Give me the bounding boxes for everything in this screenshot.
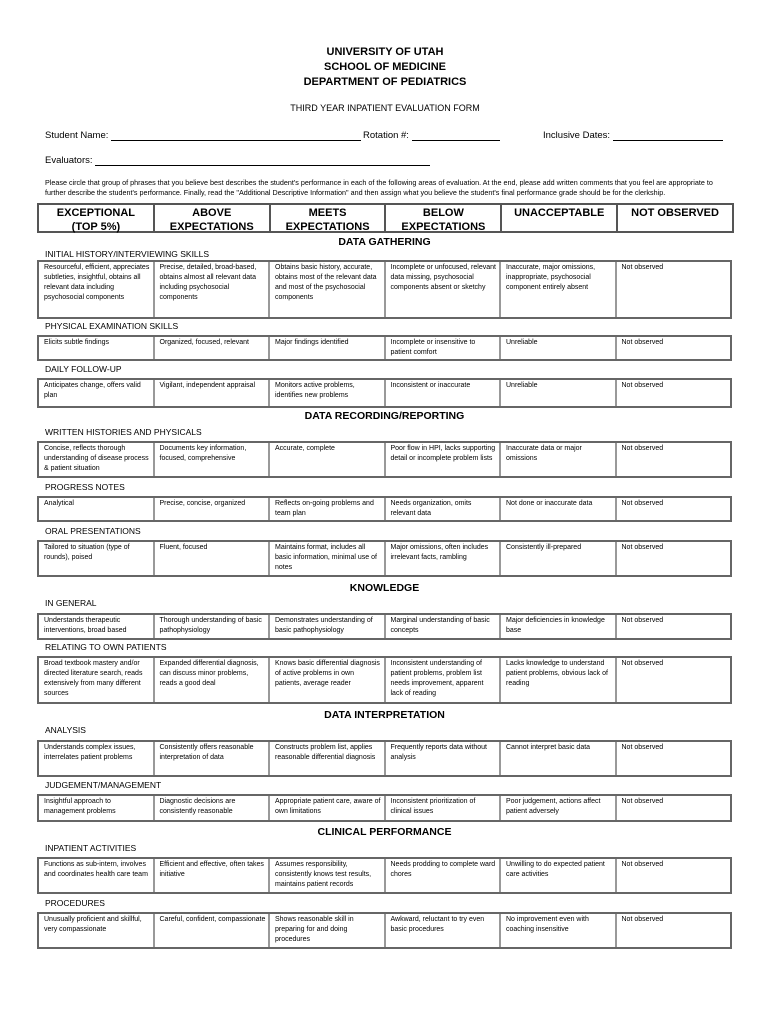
rating-cell[interactable]: Tailored to situation (type of rounds), poised: [39, 542, 155, 575]
rating-cell[interactable]: Assumes responsibility, consistently knows test results, maintains patient records: [270, 859, 386, 892]
evaluation-row: [37, 794, 732, 822]
rating-cell[interactable]: Cannot interpret basic data: [501, 742, 617, 775]
evaluation-row: [37, 540, 732, 577]
column-header: MEETS EXPECTATIONS: [269, 203, 387, 233]
rating-cell[interactable]: Consistently ill-prepared: [501, 542, 617, 575]
rating-cell[interactable]: Accurate, complete: [270, 443, 386, 476]
rating-cell[interactable]: Efficient and effective, often takes initiative: [155, 859, 271, 892]
subsection-label: DAILY FOLLOW-UP: [45, 364, 122, 374]
evaluation-row: [37, 857, 732, 894]
rating-cell[interactable]: Demonstrates understanding of basic pathophysiology: [270, 615, 386, 638]
subsection-label: INITIAL HISTORY/INTERVIEWING SKILLS: [45, 249, 210, 259]
rating-cell[interactable]: Not observed: [621, 798, 664, 805]
rating-cell[interactable]: Unreliable: [501, 337, 617, 359]
rating-column-headers: [37, 203, 732, 233]
section-title: KNOWLEDGE: [349, 582, 420, 594]
rating-cell[interactable]: Organized, focused, relevant: [155, 337, 271, 359]
rating-cell[interactable]: Inconsistent or inaccurate: [386, 380, 502, 406]
rating-cell[interactable]: Inaccurate data or major omissions: [501, 443, 617, 476]
rating-cell[interactable]: Maintains format, includes all basic information, minimal use of notes: [270, 542, 386, 575]
rating-cell[interactable]: Awkward, reluctant to try even basic procedures: [386, 914, 502, 947]
evaluation-row: [37, 912, 732, 949]
department-title: DEPARTMENT OF PEDIATRICS: [303, 76, 467, 88]
rating-cell[interactable]: Insightful approach to management problems: [39, 796, 155, 820]
rating-cell[interactable]: Analytical: [39, 498, 155, 520]
section-title: DATA RECORDING/REPORTING: [304, 410, 465, 422]
evaluation-row: [37, 335, 732, 361]
subsection-label: ORAL PRESENTATIONS: [45, 526, 141, 536]
evaluators-line[interactable]: [95, 155, 430, 166]
subsection-label: PROCEDURES: [45, 898, 105, 908]
rating-cell[interactable]: Functions as sub-intern, involves and coordinates health care team: [39, 859, 155, 892]
rating-cell[interactable]: No improvement even with coaching insensitive: [501, 914, 617, 947]
rating-cell[interactable]: Not observed: [621, 617, 664, 624]
rating-cell[interactable]: Precise, detailed, broad-based, obtains almost all relevant data including psychosocial components: [155, 262, 271, 317]
evaluation-row: [37, 260, 732, 319]
rating-cell[interactable]: Obtains basic history, accurate, obtains most of the relevant data and most of the psychosocial components: [270, 262, 386, 317]
section-title: DATA INTERPRETATION: [324, 709, 445, 721]
rating-cell[interactable]: Vigilant, independent appraisal: [155, 380, 271, 406]
column-header: NOT OBSERVED: [616, 203, 734, 233]
section-title: CLINICAL PERFORMANCE: [317, 826, 452, 838]
rating-cell[interactable]: Poor judgement, actions affect patient adversely: [501, 796, 617, 820]
rating-cell[interactable]: Not observed: [621, 861, 664, 868]
column-header: UNACCEPTABLE: [500, 203, 618, 233]
rating-cell[interactable]: Careful, confident, compassionate: [155, 914, 271, 947]
rating-cell[interactable]: Concise, reflects thorough understanding of disease process & patient situation: [39, 443, 155, 476]
inclusive-dates-field[interactable]: [543, 130, 723, 141]
rating-cell[interactable]: Unreliable: [501, 380, 617, 406]
rating-cell[interactable]: Documents key information, focused, comprehensive: [155, 443, 271, 476]
rating-cell[interactable]: Incomplete or unfocused, relevant data missing, psychosocial components absent or sketchy: [386, 262, 502, 317]
rating-cell[interactable]: Not observed: [621, 544, 664, 551]
subsection-label: ANALYSIS: [45, 725, 86, 735]
rating-cell[interactable]: Not observed: [621, 660, 664, 667]
subsection-label: INPATIENT ACTIVITIES: [45, 843, 137, 853]
evaluation-row: [37, 740, 732, 777]
rating-cell[interactable]: Incomplete or insensitive to patient comfort: [386, 337, 502, 359]
rating-cell[interactable]: Anticipates change, offers valid plan: [39, 380, 155, 406]
evaluation-row: [37, 656, 732, 704]
column-header: BELOW EXPECTATIONS: [384, 203, 502, 233]
rating-cell[interactable]: Appropriate patient care, aware of own limitations: [270, 796, 386, 820]
rating-cell[interactable]: Knows basic differential diagnosis of active problems in own patients, average reader: [270, 658, 386, 702]
evaluation-row: [37, 441, 732, 478]
school-title: SCHOOL OF MEDICINE: [323, 61, 447, 73]
rating-cell[interactable]: Marginal understanding of basic concepts: [386, 615, 502, 638]
rating-cell[interactable]: Expanded differential diagnosis, can discuss minor problems, reads a good deal: [155, 658, 271, 702]
rating-cell[interactable]: Needs organization, omits relevant data: [386, 498, 502, 520]
evaluation-row: [37, 496, 732, 522]
subsection-label: WRITTEN HISTORIES AND PHYSICALS: [45, 427, 202, 437]
rating-cell[interactable]: Needs prodding to complete ward chores: [386, 859, 502, 892]
rating-cell[interactable]: Major deficiencies in knowledge base: [501, 615, 617, 638]
rating-cell[interactable]: Inconsistent understanding of patient problems, problem list needs improvement, apparent lack of reading: [386, 658, 502, 702]
university-title: UNIVERSITY OF UTAH: [326, 46, 444, 58]
student-name-line[interactable]: [111, 130, 361, 141]
rating-cell[interactable]: Inaccurate, major omissions, inappropriate, psychosocial component entirely absent: [501, 262, 617, 317]
rotation-line[interactable]: [412, 130, 500, 141]
rating-cell[interactable]: Broad textbook mastery and/or directed literature search, reads extensively from many different sources: [39, 658, 155, 702]
subsection-label: JUDGEMENT/MANAGEMENT: [45, 780, 162, 790]
rating-cell[interactable]: Understands therapeutic interventions, broad based: [39, 615, 155, 638]
rotation-field[interactable]: [363, 130, 500, 141]
rating-cell[interactable]: Not observed: [621, 744, 664, 751]
rating-cell[interactable]: Precise, concise, organized: [155, 498, 271, 520]
rating-cell[interactable]: Major omissions, often includes irrelevant facts, rambling: [386, 542, 502, 575]
instructions: Please circle that group of phrases that you believe best describes the student's performance in each of the following areas of evaluation. At the end, please add written comments that you feel are appropriate to further describe the student's performance. Finally, read the "Additional Descriptive Information" and then assign what you believe the student's final performance grade should be for the clerkship.: [45, 178, 713, 197]
rating-cell[interactable]: Not observed: [621, 445, 664, 452]
rating-cell[interactable]: Not observed: [621, 339, 664, 346]
rating-cell[interactable]: Major findings identified: [270, 337, 386, 359]
rating-cell[interactable]: Reflects on-going problems and team plan: [270, 498, 386, 520]
rating-cell[interactable]: Resourceful, efficient, appreciates subtleties, insightful, obtains all relevant data including psychosocial components: [39, 262, 155, 317]
rating-cell[interactable]: Frequently reports data without analysis: [386, 742, 502, 775]
subsection-label: PHYSICAL EXAMINATION SKILLS: [45, 321, 179, 331]
rating-cell[interactable]: Not observed: [621, 264, 664, 271]
evaluation-row: [37, 613, 732, 640]
rating-cell[interactable]: Thorough understanding of basic pathophysiology: [155, 615, 271, 638]
rating-cell[interactable]: Not observed: [621, 382, 664, 389]
rating-cell[interactable]: Constructs problem list, applies reasonable differential diagnosis: [270, 742, 386, 775]
rating-cell[interactable]: Poor flow in HPI, lacks supporting detail or incomplete problem lists: [386, 443, 502, 476]
rating-cell[interactable]: Unwilling to do expected patient care activities: [501, 859, 617, 892]
rating-cell[interactable]: Monitors active problems, identifies new problems: [270, 380, 386, 406]
student-name-field[interactable]: [45, 130, 361, 141]
section-title: DATA GATHERING: [338, 236, 431, 248]
form-title: THIRD YEAR INPATIENT EVALUATION FORM: [290, 103, 480, 113]
rotation-label: Rotation #:: [363, 130, 409, 141]
student-name-label: Student Name:: [45, 130, 109, 141]
subsection-label: IN GENERAL: [45, 598, 97, 608]
rating-cell[interactable]: Understands complex issues, interrelates patient problems: [39, 742, 155, 775]
rating-cell[interactable]: Unusually proficient and skillful, very compassionate: [39, 914, 155, 947]
inclusive-dates-line[interactable]: [613, 130, 723, 141]
inclusive-dates-label: Inclusive Dates:: [543, 130, 611, 141]
subsection-label: PROGRESS NOTES: [45, 482, 125, 492]
rating-cell[interactable]: Shows reasonable skill in preparing for and doing procedures: [270, 914, 386, 947]
rating-cell[interactable]: Diagnostic decisions are consistently reasonable: [155, 796, 271, 820]
evaluators-label: Evaluators:: [45, 155, 93, 166]
rating-cell[interactable]: Not done or inaccurate data: [501, 498, 617, 520]
evaluation-row: [37, 378, 732, 408]
rating-cell[interactable]: Not observed: [621, 500, 664, 507]
rating-cell[interactable]: Elicits subtle findings: [39, 337, 155, 359]
rating-cell[interactable]: Inconsistent prioritization of clinical issues: [386, 796, 502, 820]
evaluators-field[interactable]: [45, 155, 430, 166]
rating-cell[interactable]: Consistently offers reasonable interpretation of data: [155, 742, 271, 775]
rating-cell[interactable]: Lacks knowledge to understand patient problems, obvious lack of reading: [501, 658, 617, 702]
column-header: ABOVE EXPECTATIONS: [153, 203, 271, 233]
column-header: EXCEPTIONAL (TOP 5%): [37, 203, 155, 233]
subsection-label: RELATING TO OWN PATIENTS: [45, 642, 167, 652]
rating-cell[interactable]: Not observed: [621, 916, 664, 923]
rating-cell[interactable]: Fluent, focused: [155, 542, 271, 575]
